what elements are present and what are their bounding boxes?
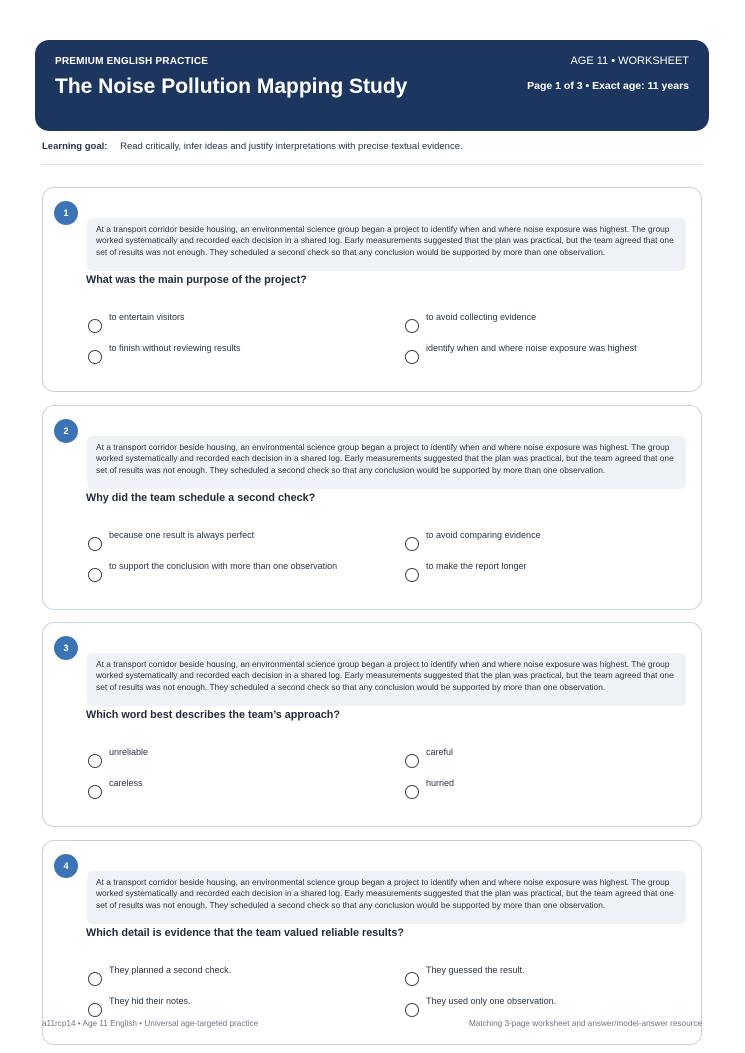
- question-card: [42, 405, 702, 610]
- footer-code: a11rcp14 • Age 11 English • Universal age-targeted practice: [42, 1019, 259, 1028]
- question-card: [42, 187, 702, 392]
- option-label: because one result is always perfect: [109, 530, 255, 540]
- option-label: They hid their notes.: [109, 996, 191, 1006]
- radio-button[interactable]: [88, 319, 102, 333]
- question-number: 4: [54, 854, 78, 878]
- radio-button[interactable]: [405, 537, 419, 551]
- option-label: to entertain visitors: [109, 312, 185, 322]
- option-label: hurried: [426, 778, 455, 788]
- radio-button[interactable]: [88, 1003, 102, 1017]
- question-text: Which word best describes the team’s approach?: [86, 709, 340, 721]
- age-worksheet-label: AGE 11 • WORKSHEET: [570, 55, 689, 67]
- option-label: They used only one observation.: [426, 996, 557, 1006]
- radio-button[interactable]: [88, 350, 102, 364]
- radio-button[interactable]: [405, 785, 419, 799]
- radio-button[interactable]: [405, 1003, 419, 1017]
- brand-label: PREMIUM ENGLISH PRACTICE: [55, 56, 209, 67]
- radio-button[interactable]: [405, 319, 419, 333]
- question-text: Which detail is evidence that the team valued reliable results?: [86, 927, 405, 939]
- page-title: The Noise Pollution Mapping Study: [55, 75, 408, 98]
- option-label: careless: [109, 778, 143, 788]
- radio-button[interactable]: [405, 350, 419, 364]
- question-text: Why did the team schedule a second check?: [86, 492, 316, 504]
- option-label: They guessed the result.: [426, 965, 525, 975]
- radio-button[interactable]: [405, 754, 419, 768]
- option-label: careful: [426, 747, 454, 757]
- option-label: to avoid comparing evidence: [426, 530, 541, 540]
- option-label: to support the conclusion with more than one observation: [109, 561, 338, 571]
- footer-note: Matching 3-page worksheet and answer/model-answer resource: [468, 1019, 702, 1028]
- option-label: to make the report longer: [426, 561, 527, 571]
- reading-passage: At a transport corridor beside housing, an environmental science group began a project to identify when and where noise exposure was highest. The group worked systematically and recorded each decision in a shared log. Early measurements suggested that the plan was practical, but the team agreed that one set of results was not enough. They scheduled a second check so that any conclusion would be supported by more than one observation.: [87, 436, 686, 489]
- reading-passage: At a transport corridor beside housing, an environmental science group began a project to identify when and where noise exposure was highest. The group worked systematically and recorded each decision in a shared log. Early measurements suggested that the plan was practical, but the team agreed that one set of results was not enough. They scheduled a second check so that any conclusion would be supported by more than one observation.: [87, 218, 686, 271]
- learning-goal-text: Read critically, infer ideas and justify interpretations with precise textual evidence.: [120, 141, 463, 152]
- radio-button[interactable]: [88, 785, 102, 799]
- worksheet-header: [35, 40, 709, 131]
- question-text: What was the main purpose of the project?: [86, 274, 307, 286]
- option-label: to avoid collecting evidence: [426, 312, 537, 322]
- learning-goal: [42, 141, 463, 152]
- radio-button[interactable]: [88, 537, 102, 551]
- question-card: [42, 840, 702, 1045]
- radio-button[interactable]: [88, 754, 102, 768]
- radio-button[interactable]: [88, 568, 102, 582]
- divider: [42, 164, 702, 165]
- option-label: identify when and where noise exposure was highest: [426, 343, 637, 353]
- learning-goal-label: Learning goal:: [42, 141, 108, 152]
- question-number: 2: [54, 419, 78, 443]
- radio-button[interactable]: [405, 972, 419, 986]
- reading-passage: At a transport corridor beside housing, an environmental science group began a project to identify when and where noise exposure was highest. The group worked systematically and recorded each decision in a shared log. Early measurements suggested that the plan was practical, but the team agreed that one set of results was not enough. They scheduled a second check so that any conclusion would be supported by more than one observation.: [87, 871, 686, 924]
- question-number: 1: [54, 201, 78, 225]
- radio-button[interactable]: [405, 568, 419, 582]
- option-label: They planned a second check.: [109, 965, 232, 975]
- reading-passage: At a transport corridor beside housing, an environmental science group began a project to identify when and where noise exposure was highest. The group worked systematically and recorded each decision in a shared log. Early measurements suggested that the plan was practical, but the team agreed that one set of results was not enough. They scheduled a second check so that any conclusion would be supported by more than one observation.: [87, 653, 686, 706]
- question-card: [42, 622, 702, 827]
- option-label: unreliable: [109, 747, 149, 757]
- radio-button[interactable]: [88, 972, 102, 986]
- question-number: 3: [54, 636, 78, 660]
- option-label: to finish without reviewing results: [109, 343, 241, 353]
- page-indicator: Page 1 of 3 • Exact age: 11 years: [527, 80, 689, 92]
